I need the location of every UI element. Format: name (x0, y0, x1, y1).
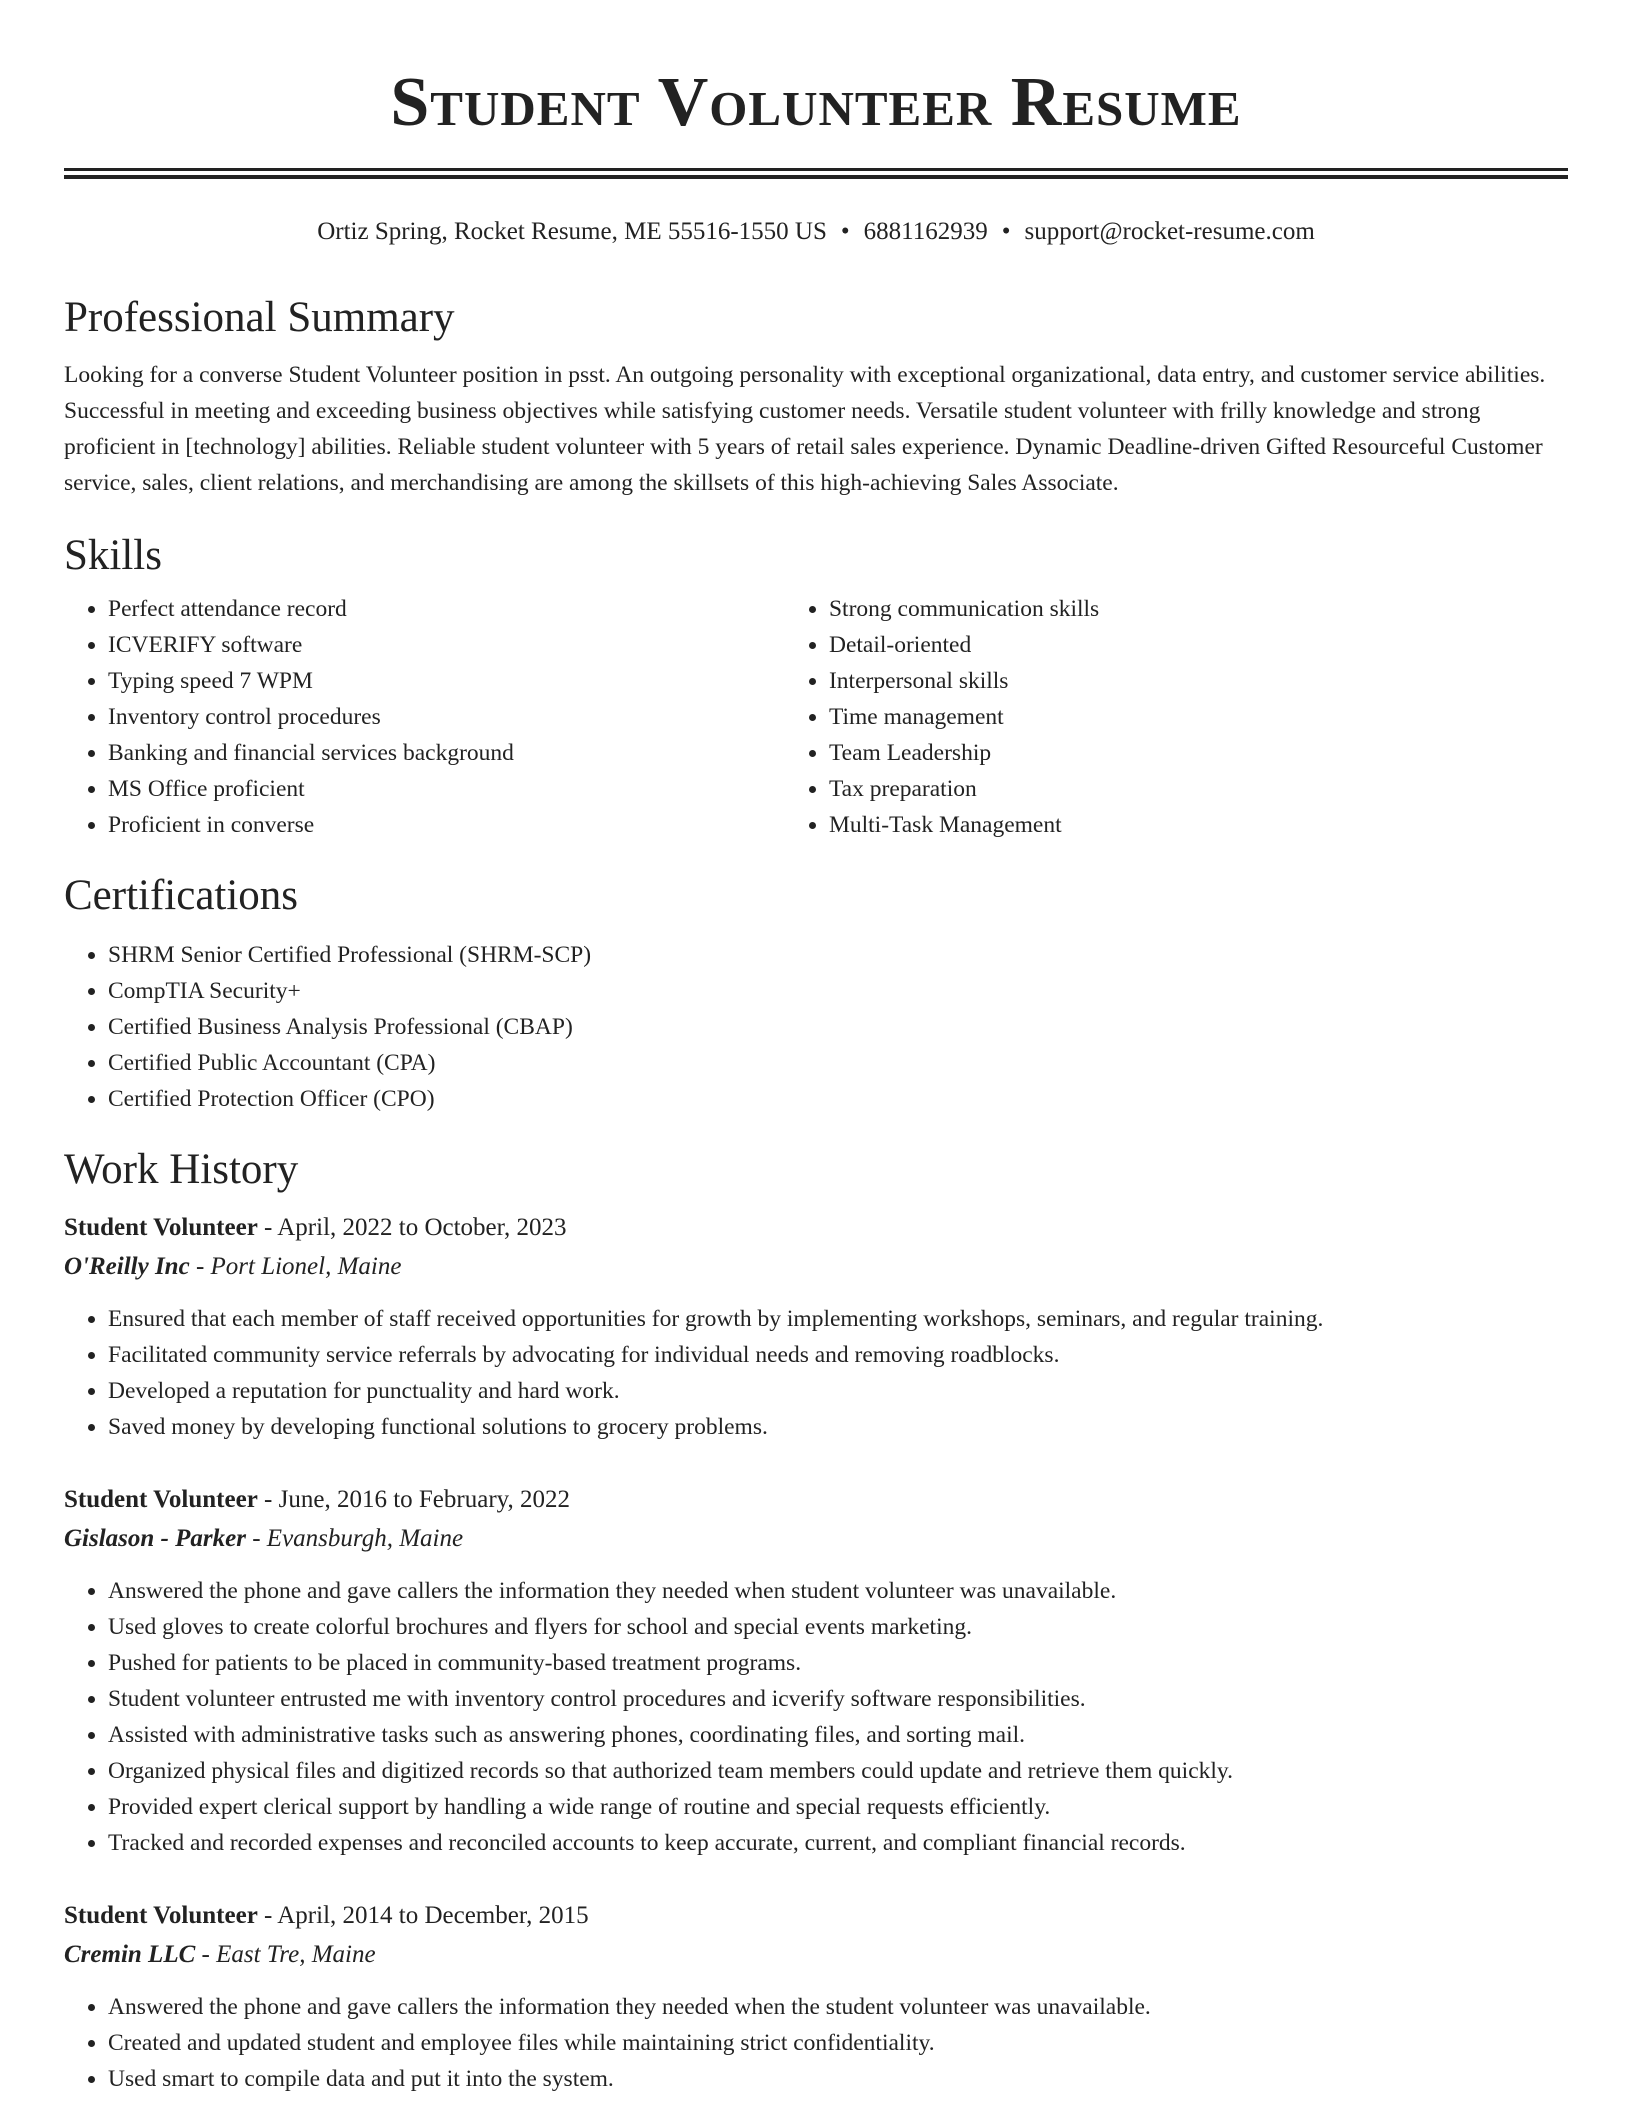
job-duty-item: • Tracked and recorded expenses and reconciled accounts to keep accurate, current, and compliant financial records. (108, 1825, 1568, 1861)
job-duty-item: • Answered the phone and gave callers the information they needed when student volunteer was unavailable. (108, 1573, 1568, 1609)
job-duty-item: • Created and updated student and employee files while maintaining strict confidentiality. (108, 2025, 1568, 2061)
job-duty-item: • Saved money by developing functional solutions to grocery problems. (108, 1409, 1568, 1445)
job-duty-item: • Organized physical files and digitized records so that authorized team members could update and retrieve them quickly. (108, 1753, 1568, 1789)
job-duties-list (64, 1573, 1568, 1861)
job-duty-item: • Ensured that each member of staff received opportunities for growth by implementing workshops, seminars, and regular training. (108, 1301, 1568, 1337)
job-company-line (64, 1935, 1568, 1975)
contact-phone: 6881162939 (863, 218, 988, 245)
job-title: Student Volunteer (64, 1214, 258, 1241)
job-company: O'Reilly Inc (64, 1253, 190, 1280)
job-title-line (64, 1481, 1568, 1519)
contact-address: Ortiz Spring, Rocket Resume, ME 55516-1550 US (317, 218, 827, 245)
skill-item: • Proficient in converse (108, 807, 785, 843)
job-duty-item: • Student volunteer entrusted me with inventory control procedures and icverify software responsibilities. (108, 1681, 1568, 1717)
job-duty-item: • Developed a reputation for punctuality and hard work. (108, 1373, 1568, 1409)
skill-item: • Inventory control procedures (108, 699, 785, 735)
job-location: - East Tre, Maine (195, 1941, 376, 1968)
skill-item: • Typing speed 7 WPM (108, 663, 785, 699)
certification-item: • CompTIA Security+ (108, 973, 1568, 1009)
job-duty-item: • Facilitated community service referrals by advocating for individual needs and removing roadblocks. (108, 1337, 1568, 1373)
title-divider (64, 168, 1568, 179)
certification-item: • SHRM Senior Certified Professional (SHRM-SCP) (108, 937, 1568, 973)
certification-item: • Certified Business Analysis Professional (CBAP) (108, 1009, 1568, 1045)
job-company-line (64, 1519, 1568, 1559)
job-dates: - April, 2014 to December, 2015 (257, 1902, 589, 1929)
contact-separator: • (840, 218, 850, 245)
skill-item: • Strong communication skills (829, 591, 1568, 627)
job-entry (64, 1481, 1568, 1861)
skills-columns (64, 591, 1568, 843)
skill-item: • Interpersonal skills (829, 663, 1568, 699)
skill-item: • Time management (829, 699, 1568, 735)
job-duty-item: • Pushed for patients to be placed in community-based treatment programs. (108, 1645, 1568, 1681)
skills-heading: Skills (64, 532, 162, 579)
job-location: - Evansburgh, Maine (245, 1525, 464, 1552)
certifications-heading: Certifications (64, 872, 299, 919)
certifications-list (64, 937, 1568, 1117)
job-company: Gislason - Parker (64, 1525, 246, 1552)
job-company-line (64, 1247, 1568, 1287)
contact-info (64, 215, 1568, 249)
job-company: Cremin LLC (64, 1941, 196, 1968)
job-duty-item: • Answered the phone and gave callers the information they needed when the student volunteer was unavailable. (108, 1989, 1568, 2025)
page-title: Student Volunteer Resume (390, 64, 1242, 141)
skill-item: • Perfect attendance record (108, 591, 785, 627)
job-title-line (64, 1209, 1568, 1247)
job-entry (64, 1209, 1568, 1445)
job-title: Student Volunteer (64, 1902, 258, 1929)
job-title: Student Volunteer (64, 1486, 258, 1513)
skills-list-right (785, 591, 1568, 843)
work-history-heading: Work History (64, 1146, 299, 1193)
resume-page (64, 0, 1568, 2097)
job-duty-item: • Used smart to compile data and put it into the system. (108, 2061, 1568, 2097)
contact-email: support@rocket-resume.com (1024, 218, 1315, 245)
job-duties-list (64, 1301, 1568, 1445)
job-location: - Port Lionel, Maine (189, 1253, 402, 1280)
job-entry (64, 1897, 1568, 2097)
skill-item: • Detail-oriented (829, 627, 1568, 663)
contact-separator: • (1001, 218, 1011, 245)
certification-item: • Certified Protection Officer (CPO) (108, 1081, 1568, 1117)
certification-item: • Certified Public Accountant (CPA) (108, 1045, 1568, 1081)
job-dates: - June, 2016 to February, 2022 (257, 1486, 571, 1513)
summary-text: Looking for a converse Student Volunteer position in psst. An outgoing personality with exceptional organizational, data entry, and customer service abilities. Successful in meeting and exceeding business objectives while satisfying customer needs. Versatile student volunteer with frilly knowledge and strong proficient in [technology] abilities. Reliable student volunteer with 5 years of retail sales experience. Dynamic Deadline-driven Gifted Resourceful Customer service, sales, client relations, and merchandising are among the skillsets of this high-achieving Sales Associate. (64, 362, 1546, 496)
skill-item: • MS Office proficient (108, 771, 785, 807)
job-duty-item: • Assisted with administrative tasks such as answering phones, coordinating files, and sorting mail. (108, 1717, 1568, 1753)
job-duty-item: • Used gloves to create colorful brochures and flyers for school and special events marketing. (108, 1609, 1568, 1645)
skill-item: • Team Leadership (829, 735, 1568, 771)
summary-heading: Professional Summary (64, 294, 455, 341)
job-duty-item: • Provided expert clerical support by handling a wide range of routine and special requests efficiently. (108, 1789, 1568, 1825)
skill-item: • ICVERIFY software (108, 627, 785, 663)
job-dates: - April, 2022 to October, 2023 (257, 1214, 567, 1241)
skills-list-left (64, 591, 785, 843)
skill-item: • Tax preparation (829, 771, 1568, 807)
skill-item: • Banking and financial services background (108, 735, 785, 771)
job-title-line (64, 1897, 1568, 1935)
skill-item: • Multi-Task Management (829, 807, 1568, 843)
job-duties-list (64, 1989, 1568, 2097)
